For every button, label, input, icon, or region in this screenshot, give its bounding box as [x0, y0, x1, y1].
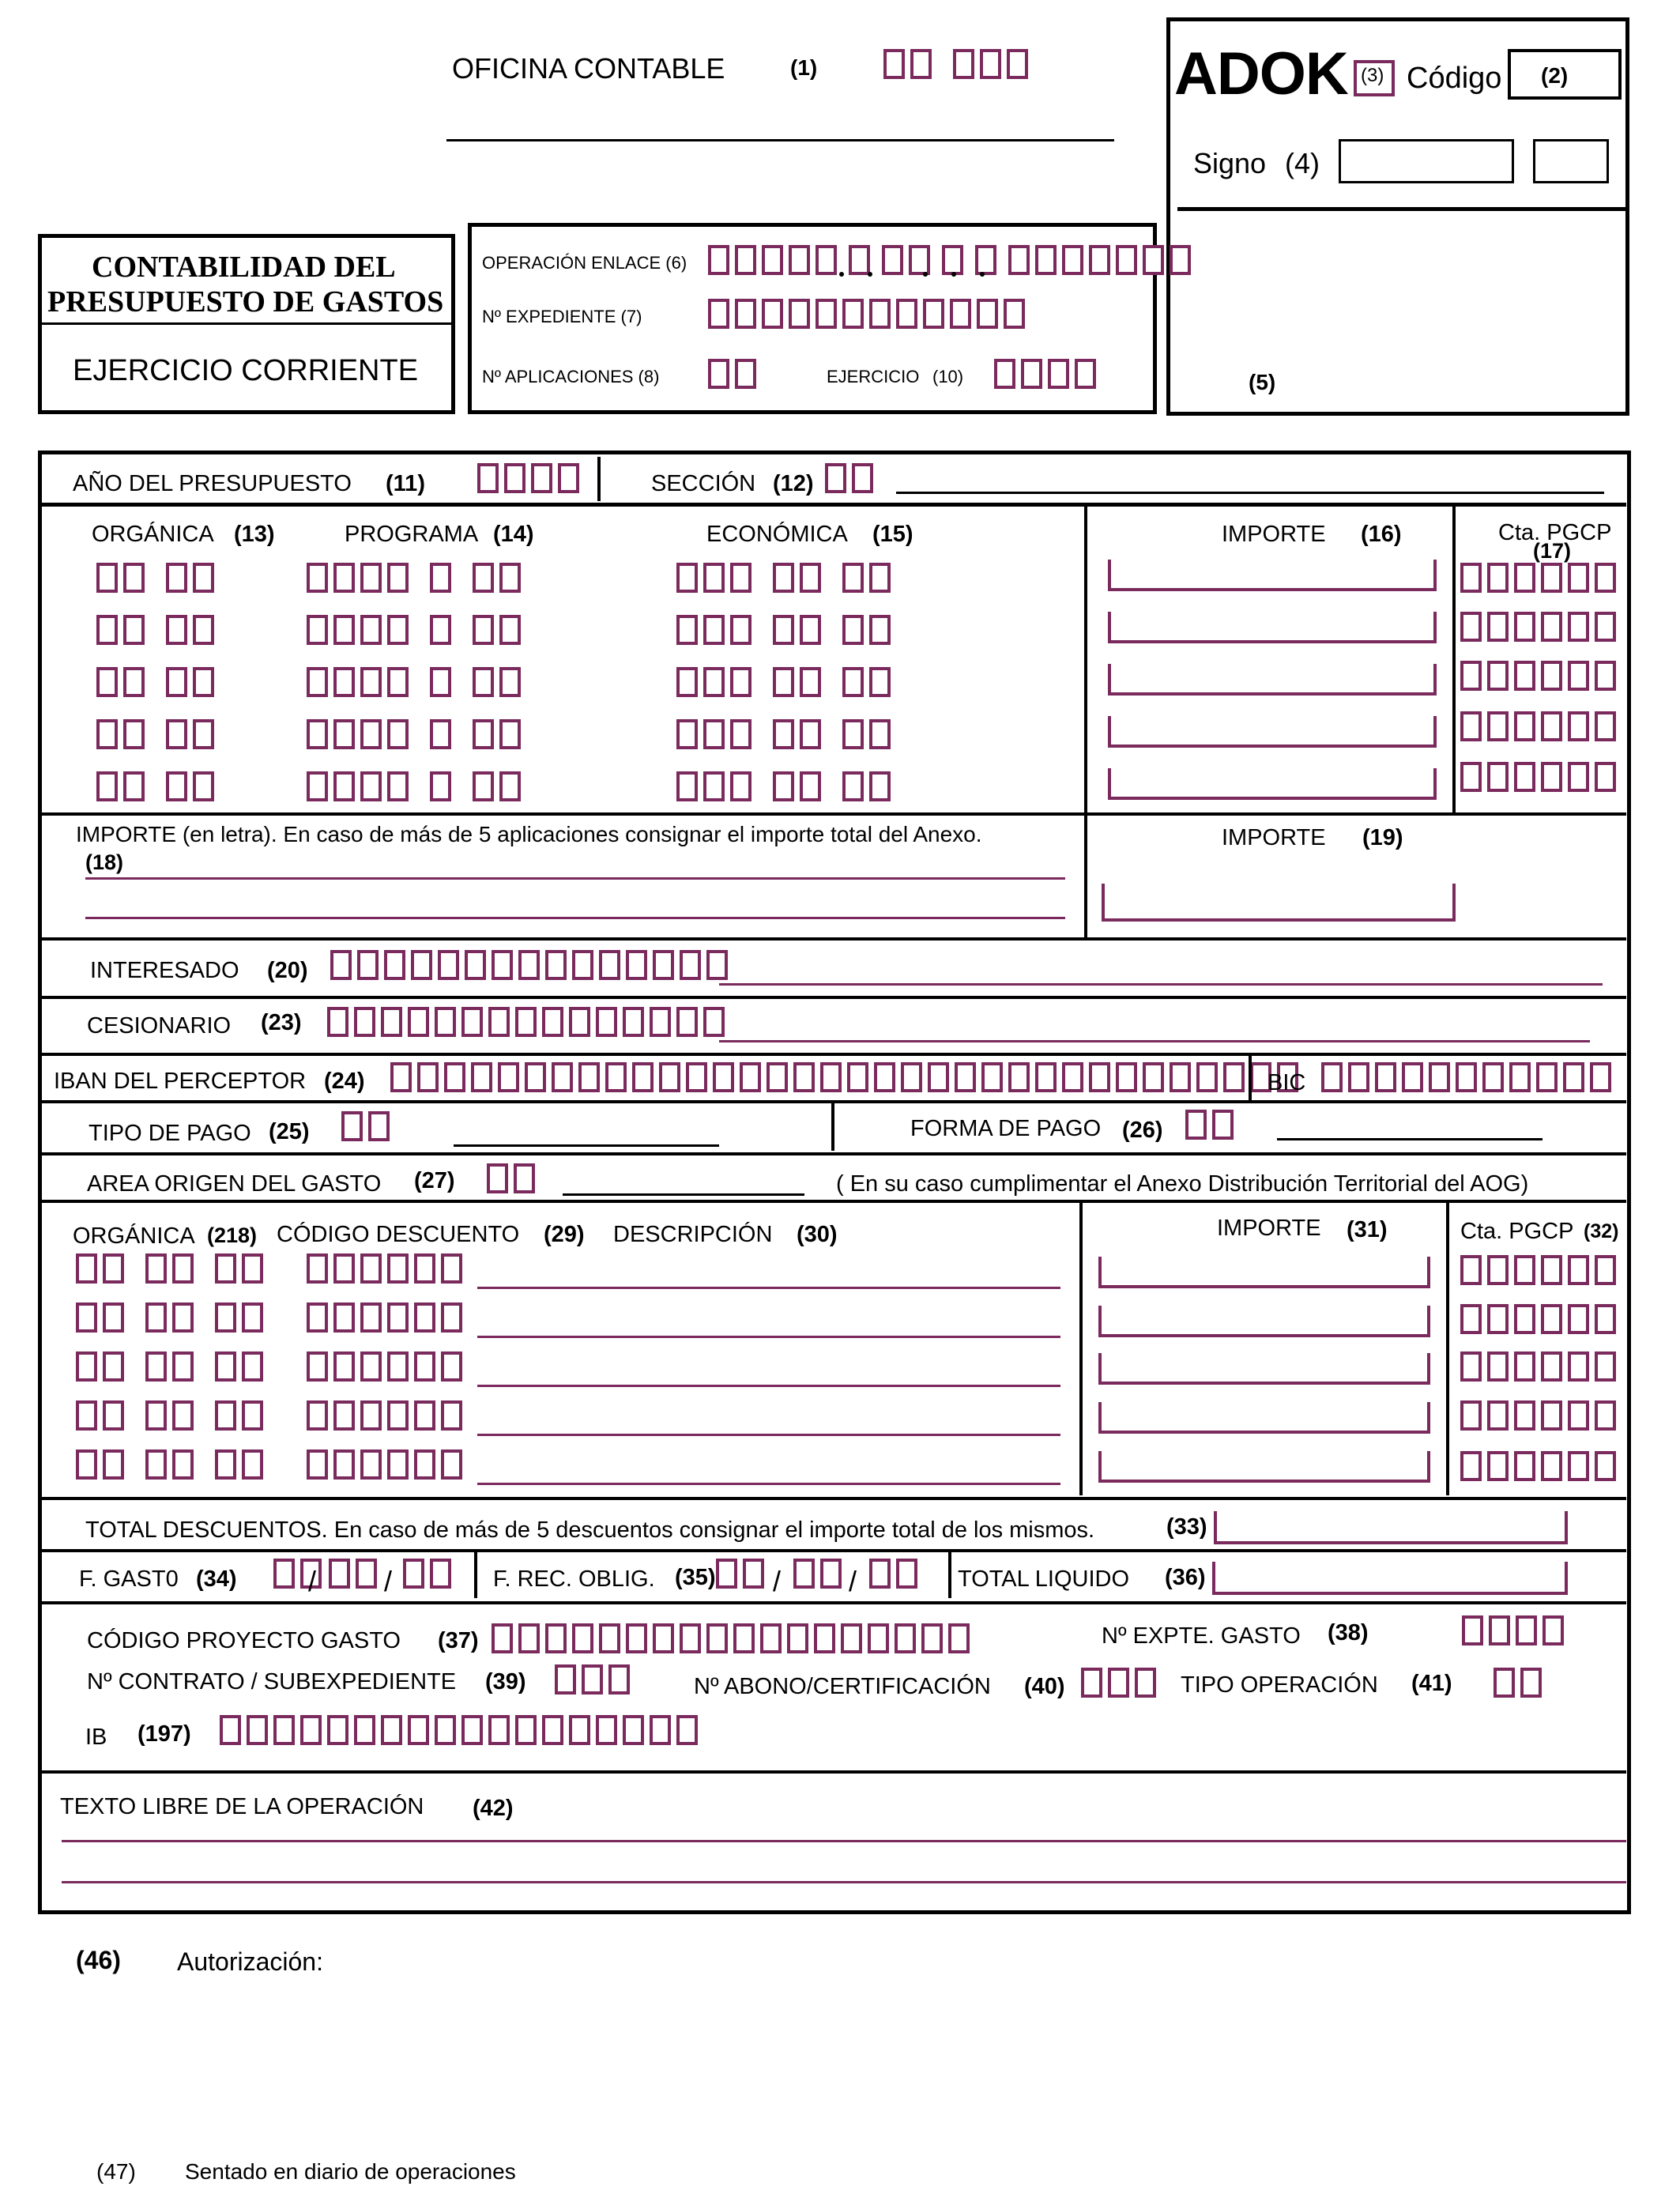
field-number-41: (41): [1411, 1671, 1452, 1696]
f-rec-mes[interactable]: [793, 1559, 847, 1589]
field-number-42: (42): [473, 1796, 514, 1821]
n-expte-gasto-field[interactable]: [1462, 1615, 1569, 1646]
separator-dot: [923, 272, 928, 277]
tipo-pago-line: [454, 1144, 719, 1147]
importe19-field[interactable]: [1102, 884, 1456, 922]
separator-dot: [980, 272, 985, 277]
programa-field[interactable]: [307, 667, 526, 697]
expediente-field[interactable]: [708, 299, 1030, 329]
organica-label: ORGÁNICA: [92, 522, 214, 547]
row-divider: [41, 1053, 1626, 1056]
date-slash: /: [849, 1565, 857, 1597]
field-number-23: (23): [261, 1010, 302, 1035]
texto-libre-line-2[interactable]: [62, 1881, 1626, 1883]
area-origen-line: [563, 1193, 804, 1196]
field-number-40: (40): [1024, 1674, 1065, 1699]
tipo-operacion-label: TIPO OPERACIÓN: [1181, 1672, 1378, 1698]
n-contrato-field[interactable]: [555, 1664, 635, 1695]
f-rec-label: F. REC. OBLIG.: [493, 1566, 655, 1592]
expediente-label: Nº EXPEDIENTE (7): [482, 307, 642, 326]
f-gasto-label: F. GAST0: [79, 1566, 179, 1592]
programa-label: PROGRAMA: [345, 522, 479, 547]
importe-letra-line-2[interactable]: [85, 917, 1065, 919]
field-number-33: (33): [1166, 1514, 1207, 1540]
total-descuentos-field[interactable]: [1214, 1511, 1568, 1544]
date-slash: /: [384, 1565, 393, 1597]
importe-letra-line-1[interactable]: [85, 877, 1065, 880]
separator-dot: [839, 272, 844, 277]
cta-pgcp32-label: Cta. PGCP: [1460, 1219, 1574, 1244]
organica2-label: ORGÁNICA: [73, 1223, 195, 1249]
fecha-divider: [474, 1552, 477, 1598]
importe31-field[interactable]: [1098, 1353, 1430, 1385]
field-number-19: (19): [1362, 825, 1403, 850]
codigo-descuento-field[interactable]: [307, 1449, 468, 1480]
cta-pgcp32-field[interactable]: [1460, 1255, 1622, 1285]
tipo-pago-label: TIPO DE PAGO: [89, 1121, 251, 1146]
contabilidad-divider: [41, 322, 452, 325]
field-number-29: (29): [544, 1222, 585, 1247]
desc-divider-1: [1079, 1203, 1083, 1495]
forma-pago-label: FORMA DE PAGO: [910, 1116, 1102, 1141]
organica2-field[interactable]: [76, 1253, 269, 1284]
area-origen-field[interactable]: [487, 1163, 541, 1193]
field-number-218: (218): [207, 1223, 258, 1247]
organica2-field[interactable]: [76, 1351, 269, 1382]
field-number-11: (11): [386, 471, 425, 496]
f-gasto-mes[interactable]: [329, 1559, 382, 1589]
bic-label: BIC: [1268, 1070, 1306, 1095]
interesado-label: INTERESADO: [90, 958, 239, 983]
pago-divider: [831, 1103, 834, 1151]
cta-pgcp-field[interactable]: [1460, 563, 1622, 593]
adok-divider: [1177, 207, 1628, 211]
forma-pago-field[interactable]: [1185, 1110, 1239, 1140]
descripcion-label: DESCRIPCIÓN: [613, 1222, 773, 1247]
descripcion-line[interactable]: [477, 1287, 1060, 1289]
operacion-enlace-label: OPERACIÓN ENLACE (6): [482, 253, 687, 273]
programa-field[interactable]: [307, 563, 526, 593]
field-number-3: (3): [1361, 65, 1384, 86]
row-divider: [41, 1200, 1626, 1203]
oficina-contable-code[interactable]: [883, 49, 1034, 79]
field-number-32: (32): [1584, 1220, 1619, 1242]
programa-field[interactable]: [307, 771, 526, 801]
importe31-label: IMPORTE: [1217, 1216, 1321, 1241]
field-number-17: (17): [1533, 539, 1572, 563]
importe19-label: IMPORTE: [1222, 825, 1326, 850]
signo-field-1[interactable]: [1339, 139, 1514, 183]
codigo-descuento-field[interactable]: [307, 1400, 468, 1431]
codigo-descuento-label: CÓDIGO DESCUENTO: [277, 1222, 520, 1247]
economica-label: ECONÓMICA: [706, 522, 848, 547]
signo-label: Signo: [1193, 147, 1267, 179]
desc-divider-2: [1446, 1203, 1449, 1495]
descripcion-line[interactable]: [477, 1434, 1060, 1436]
field-number-10: (10): [932, 367, 964, 386]
field-number-20: (20): [267, 958, 308, 983]
cta-pgcp32-field[interactable]: [1460, 1400, 1622, 1431]
field-number-25: (25): [269, 1119, 310, 1144]
sentado-label: Sentado en diario de operaciones: [185, 2159, 516, 2184]
cesionario-field[interactable]: [327, 1007, 730, 1037]
cta-pgcp-label: Cta. PGCP: [1498, 520, 1612, 545]
f-rec-anio[interactable]: [869, 1559, 923, 1589]
n-abono-field[interactable]: [1081, 1668, 1162, 1698]
importe-field[interactable]: [1108, 560, 1437, 591]
field-number-30: (30): [797, 1222, 838, 1247]
field-number-47: (47): [96, 2159, 136, 2184]
n-expte-gasto-label: Nº EXPTE. GASTO: [1102, 1623, 1301, 1649]
date-slash: /: [773, 1565, 782, 1597]
cta-pgcp32-field[interactable]: [1460, 1451, 1622, 1481]
tipo-pago-field[interactable]: [341, 1111, 395, 1141]
importe-label: IMPORTE: [1222, 522, 1326, 547]
texto-libre-label: TEXTO LIBRE DE LA OPERACIÓN: [60, 1794, 424, 1819]
codigo-descuento-field[interactable]: [307, 1351, 468, 1382]
importe-field[interactable]: [1108, 716, 1437, 748]
signo-field-2[interactable]: [1533, 139, 1609, 183]
apps-divider-1: [1084, 506, 1087, 814]
field-number-35: (35): [675, 1565, 716, 1590]
adok-title: ADOK: [1174, 40, 1348, 107]
area-origen-note: ( En su caso cumplimentar el Anexo Distribución Territorial del AOG): [836, 1171, 1529, 1197]
f-gasto-anio[interactable]: [403, 1559, 457, 1589]
row-divider: [41, 1601, 1626, 1604]
importe31-field[interactable]: [1098, 1451, 1430, 1483]
total-liquido-field[interactable]: [1212, 1562, 1568, 1595]
cesionario-line[interactable]: [719, 1040, 1590, 1042]
ib-field[interactable]: [220, 1715, 703, 1745]
contabilidad-title-1: CONTABILIDAD DEL: [92, 251, 396, 284]
contabilidad-title-2: PRESUPUESTO DE GASTOS: [47, 285, 444, 319]
aplicaciones-field[interactable]: [708, 359, 762, 389]
n-contrato-label: Nº CONTRATO / SUBEXPEDIENTE: [87, 1669, 457, 1695]
ejercicio-corriente-label: EJERCICIO CORRIENTE: [73, 354, 419, 387]
descripcion-line[interactable]: [477, 1385, 1060, 1387]
economica-field[interactable]: [676, 719, 896, 749]
apps-divider-2: [1452, 506, 1456, 814]
total-descuentos-label: TOTAL DESCUENTOS. En caso de más de 5 descuentos consignar el importe total de los mismos.: [85, 1517, 1095, 1543]
ib-label: IB: [85, 1725, 107, 1750]
bic-field[interactable]: [1321, 1062, 1617, 1092]
codigo-proyecto-label: CÓDIGO PROYECTO GASTO: [87, 1628, 401, 1653]
row-divider: [41, 1152, 1626, 1155]
row-divider: [41, 503, 1626, 507]
programa-field[interactable]: [307, 615, 526, 645]
codigo-label: Código: [1407, 62, 1502, 95]
anio-divider: [597, 457, 601, 501]
row-divider: [41, 937, 1626, 941]
importe31-field[interactable]: [1098, 1306, 1430, 1337]
importe-letra-divider: [1084, 816, 1087, 937]
field-number-18: (18): [85, 850, 124, 874]
field-number-36: (36): [1165, 1565, 1206, 1590]
seccion-field[interactable]: [825, 463, 879, 493]
field-number-4: (4): [1285, 147, 1320, 179]
texto-libre-line-1[interactable]: [62, 1840, 1626, 1842]
fecha-divider: [948, 1552, 951, 1598]
oficina-contable-label: OFICINA CONTABLE: [452, 52, 725, 85]
field-number-26: (26): [1122, 1118, 1163, 1143]
forma-pago-line: [1277, 1138, 1543, 1140]
organica-field[interactable]: [96, 667, 220, 697]
field-number-31: (31): [1347, 1217, 1388, 1242]
importe-field[interactable]: [1108, 612, 1437, 643]
aplicaciones-label: Nº APLICACIONES (8): [482, 367, 660, 386]
cta-pgcp-field[interactable]: [1460, 711, 1622, 741]
organica2-field[interactable]: [76, 1449, 269, 1480]
iban-field[interactable]: [390, 1062, 1304, 1092]
descripcion-line[interactable]: [477, 1483, 1060, 1485]
seccion-line: [896, 492, 1604, 494]
row-divider: [41, 996, 1626, 999]
field-number-14: (14): [493, 522, 534, 547]
tipo-operacion-field[interactable]: [1494, 1668, 1547, 1698]
codigo-descuento-field[interactable]: [307, 1302, 468, 1333]
economica-field[interactable]: [676, 667, 896, 697]
autorizacion-label: Autorización:: [177, 1947, 323, 1976]
area-origen-label: AREA ORIGEN DEL GASTO: [87, 1171, 382, 1197]
organica-field[interactable]: [96, 771, 220, 801]
field-number-1: (1): [790, 55, 818, 80]
anio-field[interactable]: [477, 463, 585, 493]
importe-field[interactable]: [1108, 768, 1437, 800]
importe31-field[interactable]: [1098, 1257, 1430, 1288]
cta-pgcp32-field[interactable]: [1460, 1304, 1622, 1334]
field-number-5: (5): [1249, 370, 1276, 394]
field-number-13: (13): [234, 522, 275, 547]
field-number-197: (197): [137, 1721, 191, 1747]
importe-letra-label: IMPORTE (en letra). En caso de más de 5 aplicaciones consignar el importe total del Anexo.: [76, 822, 982, 846]
organica2-field[interactable]: [76, 1400, 269, 1431]
anio-label: AÑO DEL PRESUPUESTO: [73, 471, 352, 496]
field-number-16: (16): [1361, 522, 1402, 547]
ejercicio-field[interactable]: [994, 359, 1102, 389]
field-number-37: (37): [438, 1628, 479, 1653]
field-number-2: (2): [1541, 63, 1569, 88]
ejercicio-label: EJERCICIO: [827, 367, 920, 386]
cta-pgcp-field[interactable]: [1460, 612, 1622, 642]
field-number-24: (24): [324, 1069, 365, 1094]
interesado-line[interactable]: [719, 983, 1603, 986]
cta-pgcp-field[interactable]: [1460, 762, 1622, 792]
f-rec-dia[interactable]: [716, 1559, 770, 1589]
importe31-field[interactable]: [1098, 1402, 1430, 1434]
n-abono-label: Nº ABONO/CERTIFICACIÓN: [694, 1674, 991, 1699]
field-number-34: (34): [196, 1566, 237, 1592]
seccion-label: SECCIÓN: [651, 471, 756, 496]
economica-field[interactable]: [676, 771, 896, 801]
iban-divider: [1249, 1056, 1252, 1100]
row-divider: [41, 1549, 1626, 1552]
economica-field[interactable]: [676, 615, 896, 645]
descripcion-line[interactable]: [477, 1336, 1060, 1338]
iban-label: IBAN DEL PERCEPTOR: [54, 1069, 307, 1094]
economica-field[interactable]: [676, 563, 896, 593]
row-divider: [41, 1770, 1626, 1774]
date-slash: /: [308, 1565, 317, 1597]
operacion-enlace-field[interactable]: [708, 245, 1196, 275]
cta-pgcp-field[interactable]: [1460, 661, 1622, 691]
field-number-38: (38): [1328, 1620, 1369, 1646]
programa-field[interactable]: [307, 719, 526, 749]
organica-field[interactable]: [96, 615, 220, 645]
organica-field[interactable]: [96, 563, 220, 593]
interesado-field[interactable]: [330, 950, 733, 980]
field-number-15: (15): [872, 522, 913, 547]
separator-dot: [868, 272, 872, 277]
importe-field[interactable]: [1108, 664, 1437, 696]
organica2-field[interactable]: [76, 1302, 269, 1333]
oficina-contable-line: [446, 139, 1114, 141]
organica-field[interactable]: [96, 719, 220, 749]
separator-dot: [951, 272, 956, 277]
field-number-12: (12): [773, 471, 814, 496]
field-number-27: (27): [414, 1168, 455, 1193]
cta-pgcp32-field[interactable]: [1460, 1351, 1622, 1382]
field-number-39: (39): [485, 1669, 526, 1695]
total-liquido-label: TOTAL LIQUIDO: [958, 1566, 1130, 1592]
codigo-descuento-field[interactable]: [307, 1253, 468, 1284]
cesionario-label: CESIONARIO: [87, 1013, 232, 1039]
row-divider: [41, 1497, 1626, 1500]
field-number-46: (46): [76, 1946, 121, 1974]
row-divider: [41, 812, 1626, 816]
codigo-proyecto-field[interactable]: [492, 1623, 975, 1653]
f-gasto-dia[interactable]: [273, 1559, 327, 1589]
